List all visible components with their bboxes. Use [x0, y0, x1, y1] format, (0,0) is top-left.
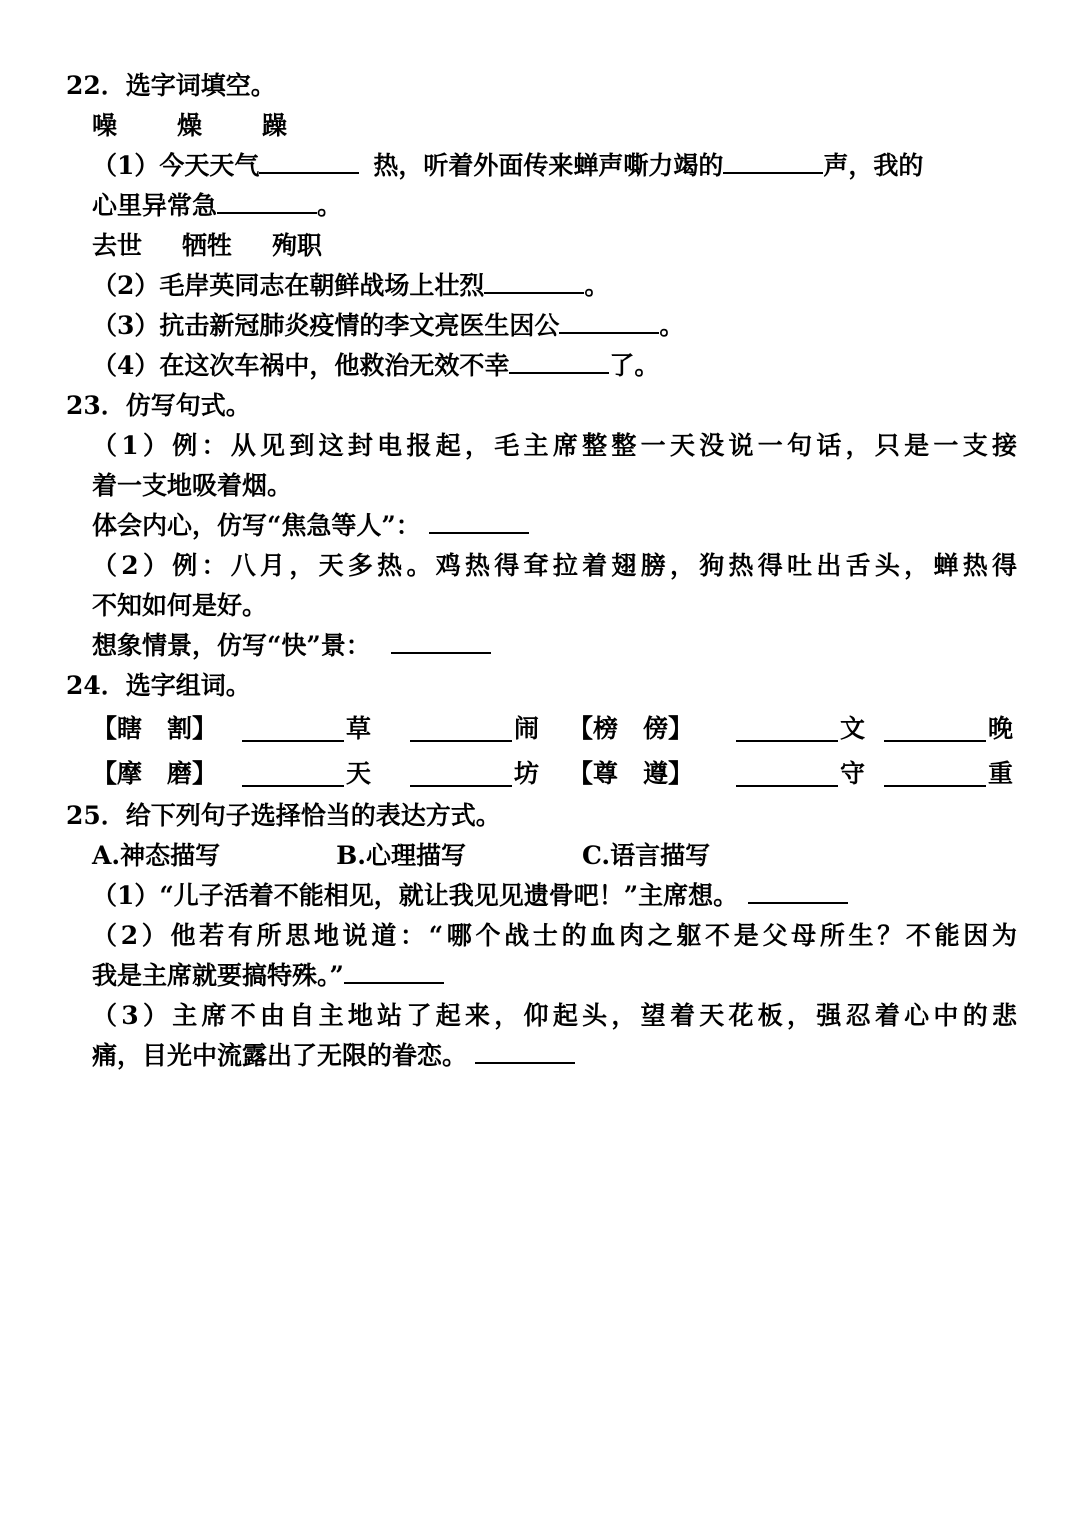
word-char: 闹: [514, 714, 540, 743]
answer-blank[interactable]: [723, 146, 823, 174]
word-char: 天: [346, 759, 372, 788]
q22-sentence-4: （4）在这次车祸中，他救治无效不幸 了。: [92, 346, 659, 386]
q23-task-1: 体会内心，仿写“焦急等人”：: [92, 506, 529, 546]
option: 噪: [92, 111, 118, 140]
answer-blank[interactable]: [748, 876, 848, 904]
q22-sentence-1-cont: 心里异常急 。: [92, 186, 342, 226]
option: 去世: [92, 231, 143, 260]
q24-title: 24．选字组词。: [66, 671, 251, 700]
word-char: 文: [840, 714, 866, 743]
q25-sentence-1: （1）“儿子活着不能相见，就让我见见遗骨吧！”主席想。: [92, 876, 848, 916]
q22-sentence-3: （3）抗击新冠肺炎疫情的李文亮医生因公 。: [92, 306, 684, 346]
q24-row-1: [92, 706, 1017, 752]
answer-blank[interactable]: [736, 759, 838, 787]
word-char: 草: [346, 714, 372, 743]
q25-sentence-3-cont: 痛，目光中流露出了无限的眷恋。: [92, 1036, 575, 1076]
q23-task-2: 想象情景，仿写“快”景：: [92, 626, 491, 666]
q25-sentence-3: （3）主席不由自主地站了起来，仰起头，望着天花板，强忍着心中的悲: [92, 1001, 1017, 1030]
q23-example-1-cont: 着一支地吸着烟。: [92, 471, 293, 500]
option: 牺牲: [182, 231, 233, 260]
q22-sentence-1: （1）今天天气 热，听着外面传来蝉声嘶力竭的 声，我的: [92, 146, 1017, 186]
answer-blank[interactable]: [217, 186, 317, 214]
q25-title: 25．给下列句子选择恰当的表达方式。: [66, 801, 501, 830]
q24-row-2: [92, 751, 1017, 797]
option: 殉职: [272, 231, 323, 260]
q22-sentence-2: （2）毛岸英同志在朝鲜战场上壮烈 。: [92, 266, 609, 306]
q22-options-2: [92, 226, 322, 266]
q22-options-1: [92, 106, 287, 146]
option-c: C.语言描写: [581, 841, 711, 870]
answer-blank[interactable]: [509, 346, 609, 374]
char-group: 【摩 磨】: [92, 759, 218, 788]
option-a: A.神态描写: [92, 841, 221, 870]
option: 躁: [262, 111, 288, 140]
q25-options: [92, 836, 710, 876]
answer-blank[interactable]: [884, 759, 986, 787]
answer-blank[interactable]: [429, 506, 529, 534]
char-group: 【尊 遵】: [568, 759, 694, 788]
option: 燥: [177, 111, 203, 140]
answer-blank[interactable]: [391, 626, 491, 654]
answer-blank[interactable]: [410, 759, 512, 787]
char-group: 【瞎 割】: [92, 714, 218, 743]
answer-blank[interactable]: [242, 714, 344, 742]
answer-blank[interactable]: [736, 714, 838, 742]
option-b: B.心理描写: [336, 841, 466, 870]
q25-sentence-2-cont: 我是主席就要搞特殊。”: [92, 956, 444, 996]
q22-title: 22．选字词填空。: [66, 71, 276, 100]
answer-blank[interactable]: [484, 266, 584, 294]
q23-example-2-cont: 不知如何是好。: [92, 591, 268, 620]
answer-blank[interactable]: [344, 956, 444, 984]
q23-example-2: （2）例：八月，天多热。鸡热得耷拉着翅膀，狗热得吐出舌头，蝉热得: [92, 551, 1017, 580]
answer-blank[interactable]: [242, 759, 344, 787]
char-group: 【榜 傍】: [568, 714, 694, 743]
q23-example-1: （1）例：从见到这封电报起，毛主席整整一天没说一句话，只是一支接: [92, 431, 1017, 460]
answer-blank[interactable]: [410, 714, 512, 742]
word-char: 重: [988, 759, 1014, 788]
answer-blank[interactable]: [884, 714, 986, 742]
q23-title: 23．仿写句式。: [66, 391, 251, 420]
q25-sentence-2: （2）他若有所思地说道：“哪个战士的血肉之躯不是父母所生？不能因为: [92, 921, 1017, 950]
answer-blank[interactable]: [559, 306, 659, 334]
word-char: 坊: [514, 759, 540, 788]
word-char: 晚: [988, 714, 1014, 743]
answer-blank[interactable]: [475, 1036, 575, 1064]
word-char: 守: [840, 759, 866, 788]
answer-blank[interactable]: [259, 146, 359, 174]
